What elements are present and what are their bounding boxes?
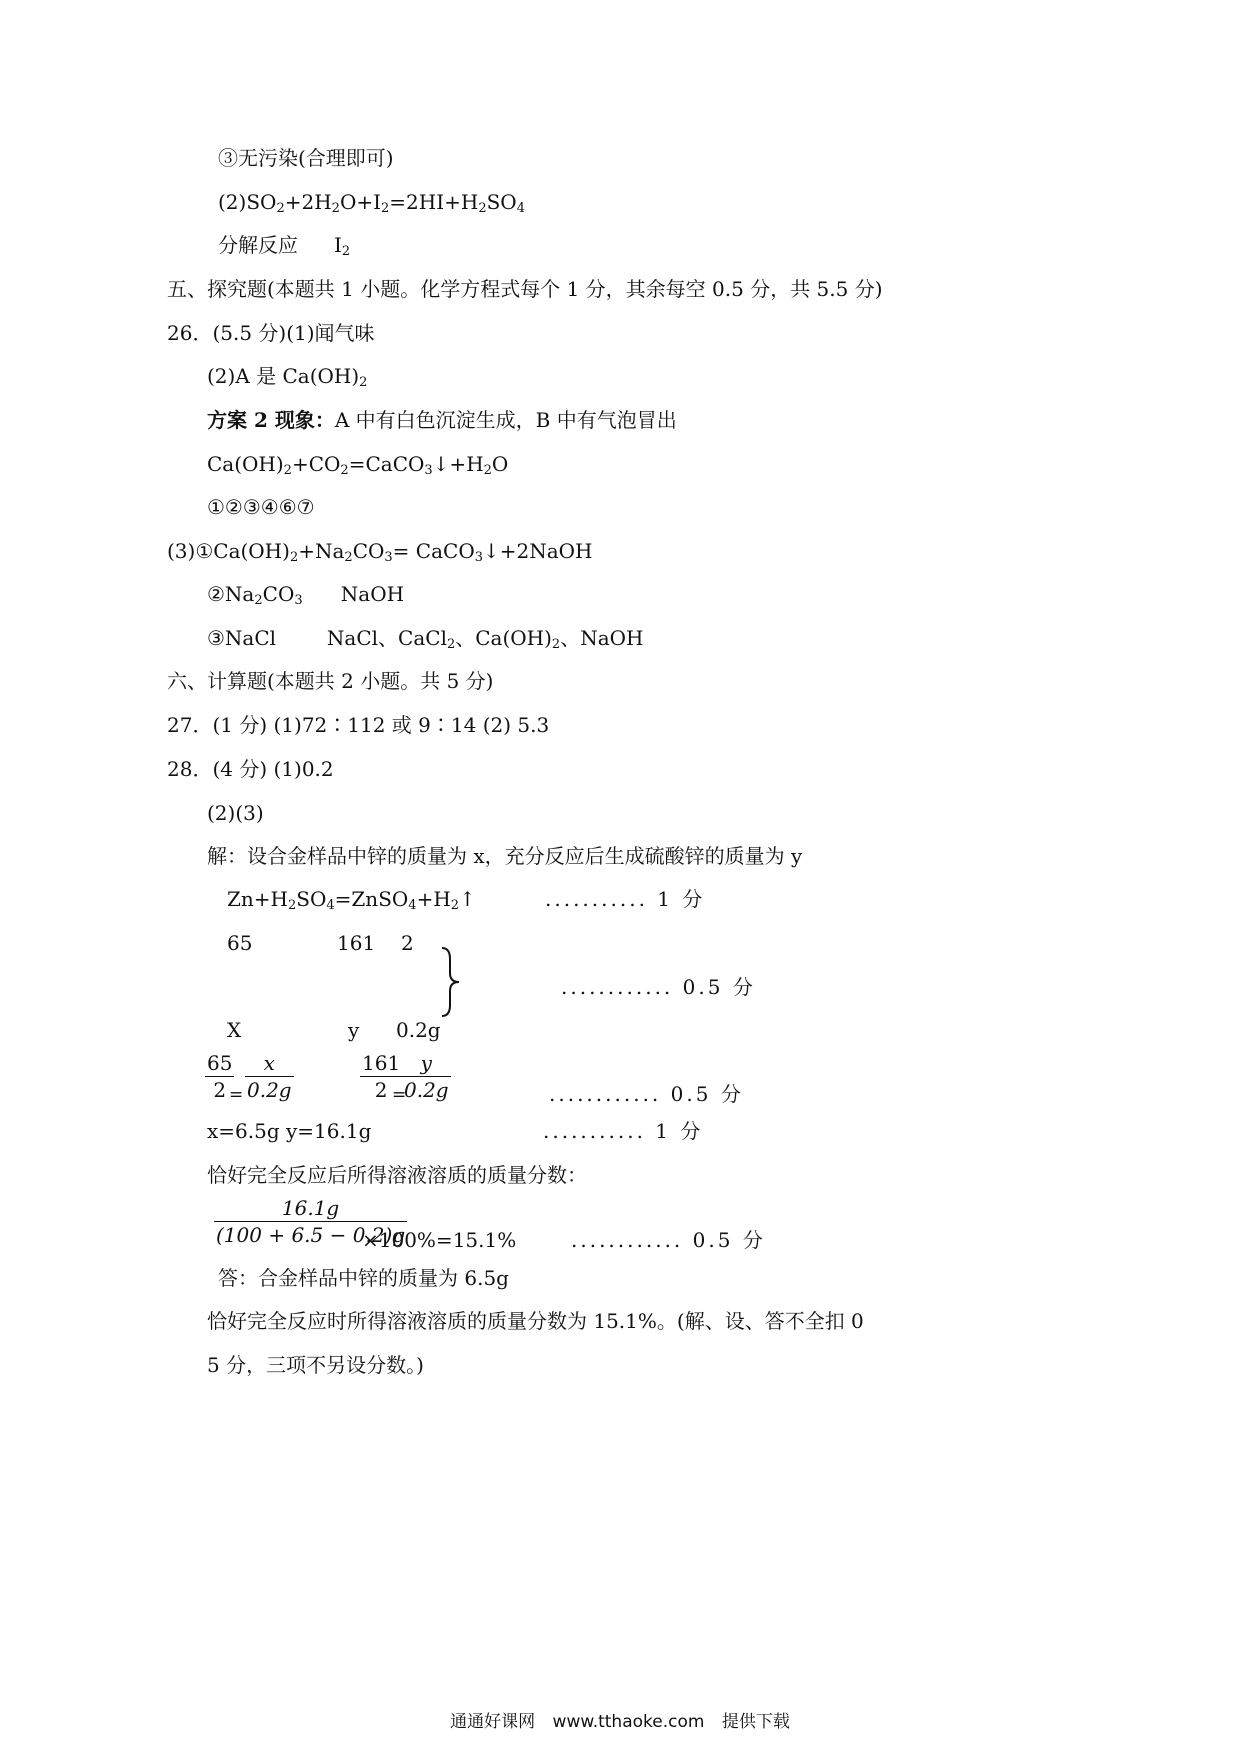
score-3: 0.5 分 (670, 1082, 744, 1106)
equation-zn-h2so4: $Zn+H_2SO_4=ZnSO_4+H_2↑$ (227, 887, 476, 913)
score-2: 0.5 分 (682, 975, 756, 999)
mass-znso4: 161 (337, 931, 376, 955)
dots-5: ............ (571, 1228, 684, 1252)
plan-2-text: A 中有白色沉淀生成，B 中有气泡冒出 (334, 408, 677, 432)
answer-3-2: $②Na_2CO_3$ NaOH (207, 582, 405, 608)
fraction-1-denominator: 2 (205, 1076, 234, 1100)
q26-2-text: (2)A 是 Ca(OH) (207, 364, 360, 388)
score-dots-1 (545, 889, 705, 909)
answer-note: 5 分，三项不另设分数。) (207, 1353, 424, 1377)
mass-h2: 2 (401, 931, 414, 955)
fraction-2-numerator: x (263, 1051, 275, 1075)
score-1: 1 分 (657, 887, 706, 911)
fraction-5-denominator: (100 + 6.5 − 0.2)g (216, 1223, 406, 1247)
equation-caoh2-na2co3: $(3)①Ca(OH)_2+Na_2CO_3=$ CaCO$_3$↓+2NaOH (167, 539, 593, 565)
dots-4: ........... (543, 1119, 646, 1143)
fraction-3-denominator: 2 (360, 1076, 402, 1100)
page-footer (0, 1707, 1240, 1732)
section-5-heading: 五、探究题(本题共 1 小题。化学方程式每个 1 分，其余每空 0.5 分，共 5.5 分) (167, 277, 883, 301)
answer-decomposition: 分解反应 (218, 233, 298, 257)
score-dots-3 (549, 1084, 744, 1104)
fraction-y-over-0-2g (402, 1053, 451, 1100)
dots-2: ............ (561, 975, 674, 999)
dots-1: ........... (545, 887, 648, 911)
question-28: 28．(4 分) (1)0.2 (167, 757, 334, 781)
answer-3-3: ③NaCl NaCl、CaCl$_2$、$Ca(OH)_2$、NaOH (207, 626, 644, 652)
answer-zn-mass: 答：合金样品中锌的质量为 6.5g (218, 1266, 509, 1290)
question-26-part-2 (207, 364, 368, 390)
answer-circled-numbers: ①②③④⑥⑦ (207, 495, 315, 519)
equation-caoh2-co2: $Ca(OH)_2+CO_2=CaCO_3↓+H_2O$ (207, 452, 509, 478)
mass-h2-value: 0.2g (396, 1018, 441, 1042)
footer-url[interactable]: www.tthaoke.com (552, 1712, 705, 1732)
fraction-x-over-0-2g (245, 1053, 294, 1100)
equals-sign-2: = (392, 1085, 407, 1105)
question-26: 26．(5.5 分)(1)闻气味 (167, 321, 375, 345)
equals-sign-1: = (229, 1085, 244, 1105)
score-dots-5 (571, 1230, 766, 1250)
fraction-3-numerator: 161 (362, 1051, 401, 1075)
fraction-1-numerator: 65 (207, 1051, 233, 1075)
result-x-y: x=6.5g y=16.1g (207, 1119, 372, 1143)
answer-iodine (334, 233, 351, 259)
fraction-2-denominator: 0.2g (247, 1078, 292, 1102)
question-28-parts: (2)(3) (207, 801, 264, 825)
fraction-4-numerator: y (420, 1051, 432, 1075)
plan-2-phenomenon (207, 410, 677, 430)
fraction-4-denominator: 0.2g (404, 1078, 449, 1102)
unknown-y: y (348, 1018, 360, 1042)
answer-mass-fraction: 恰好完全反应时所得溶液溶质的质量分数为 15.1%。(解、设、答不全扣 0 (207, 1309, 864, 1333)
section-6-heading: 六、计算题(本题共 2 小题。共 5 分) (167, 669, 494, 693)
score-dots-2 (561, 977, 756, 997)
plan-2-label: 方案 2 现象： (207, 408, 335, 432)
fraction-5-numerator: 16.1g (281, 1196, 340, 1220)
score-dots-4 (543, 1121, 703, 1141)
equation-so2-i2: $(2)SO_2+2H_2O+I_2=2HI+H_2SO_4$ (218, 190, 525, 216)
footer-site-name: 通通好课网 (450, 1712, 536, 1732)
unknown-x: X (227, 1018, 242, 1042)
percentage-result: ×100%=15.1% (362, 1228, 517, 1252)
question-27: 27．(1 分) (1)72∶112 或 9∶14 (2) 5.3 (167, 713, 550, 737)
right-brace-icon (436, 945, 466, 1019)
score-5: 0.5 分 (692, 1228, 766, 1252)
iodine-symbol: I (334, 233, 342, 257)
mass-zn: 65 (227, 931, 253, 955)
footer-download: 提供下载 (721, 1712, 790, 1732)
iodine-subscript: 2 (341, 244, 351, 259)
q26-2-subscript: 2 (359, 375, 368, 390)
solution-setup: 解：设合金样品中锌的质量为 x，充分反应后生成硫酸锌的质量为 y (207, 844, 803, 868)
dots-3: ............ (549, 1082, 662, 1106)
score-4: 1 分 (655, 1119, 704, 1143)
answer-line-no-pollution: ③无污染(合理即可) (218, 146, 394, 170)
mass-fraction-intro: 恰好完全反应后所得溶液溶质的质量分数： (207, 1163, 587, 1187)
